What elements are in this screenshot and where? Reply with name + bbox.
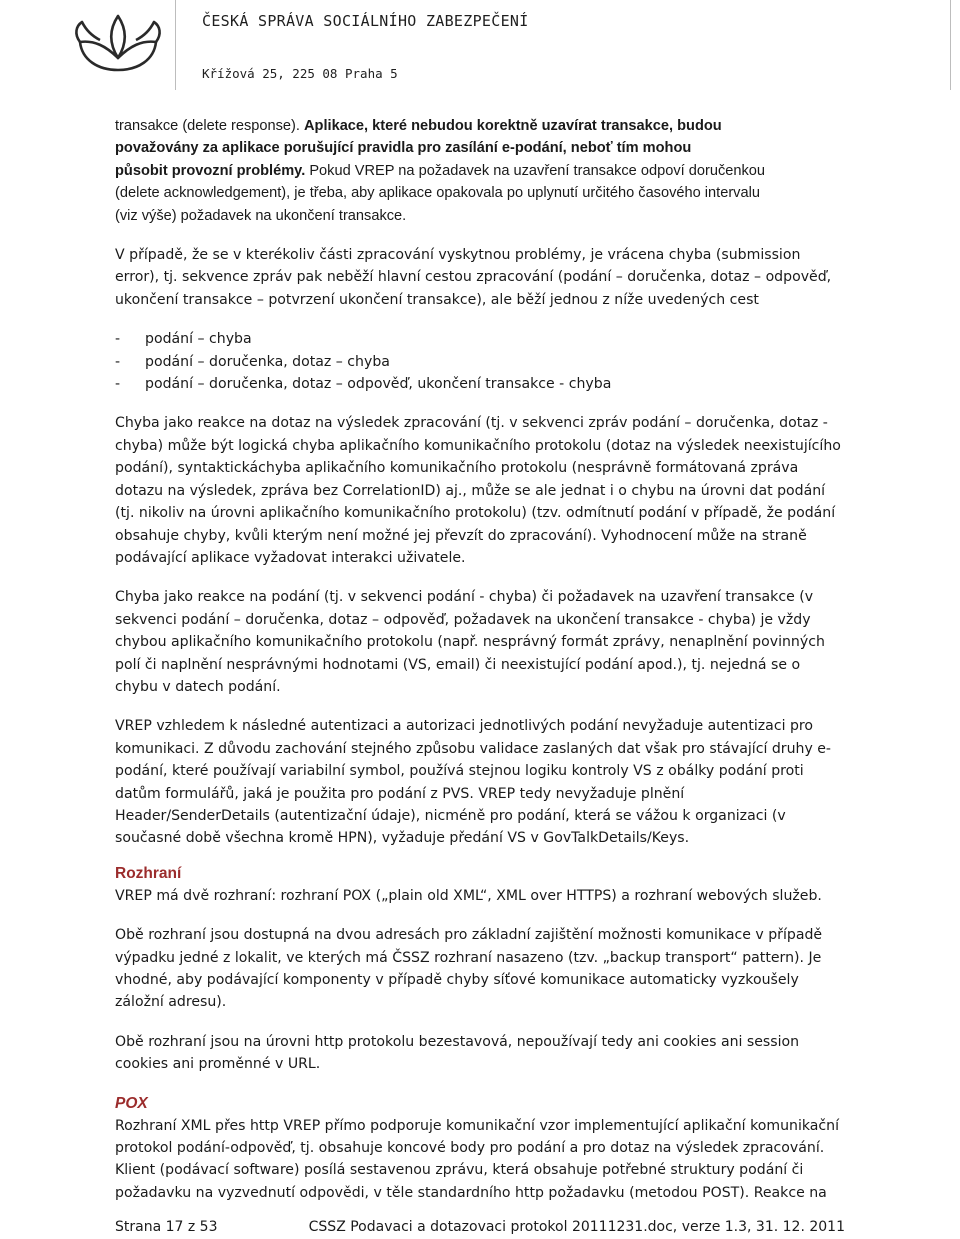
text-line: Chyba jako reakce na podání (tj. v sekvenci podání - chyba) či požadavek na uzavření transakce (v <box>115 589 814 606</box>
text-line: cookies ani proměnné v URL. <box>115 1056 321 1073</box>
p1-line-1-text: transakce (delete response). <box>115 118 305 134</box>
text-line: Obě rozhraní jsou dostupná na dvou adresách pro základní zajištění možnosti komunikace v případě <box>115 927 823 944</box>
text-line: současné době všechna kromě HPN), vyžaduje předání VS v GovTalkDetails/Keys. <box>115 830 690 847</box>
header-divider <box>175 0 176 90</box>
section-heading-rozhrani: Rozhraní <box>115 864 182 882</box>
text-line: (tj. nikoliv na úrovni aplikačního komunikačního protokolu) (tzv. odmítnutí podání v případě, že podání <box>115 505 836 522</box>
p1-bold-text-c: působit provozní problémy. <box>115 162 306 179</box>
document-info: CSSZ Podavaci a dotazovaci protokol 20111231.doc, verze 1.3, 31. 12. 2011 <box>308 1219 845 1235</box>
error-path-list <box>115 328 843 395</box>
text-line: error), tj. sekvence zpráv pak neběží hlavní cestou zpracování (podání – doručenka, dotaz – odpověď, <box>115 269 832 286</box>
text-line: protokol podání-odpověď, tj. obsahuje koncové body pro podání a pro dotaz na výsledek zpracování. <box>115 1140 825 1157</box>
text-line: sekvenci podání – doručenka, dotaz – odpověď, požadavek na ukončení transakce - chyba) je vždy <box>115 611 811 628</box>
text-line: obsahuje chyby, kvůli kterým není možné jej převzít do zpracování). Vyhodnocení může na straně <box>115 527 807 544</box>
paragraph-5 <box>115 715 843 849</box>
text-line: Header/SenderDetails (autentizační údaje), nicméně pro podání, která se vážou k organizaci (v <box>115 807 786 824</box>
organization-address: Křížová 25, 225 08 Praha 5 <box>202 66 398 81</box>
list-item <box>115 373 843 395</box>
list-dash: - <box>115 376 121 393</box>
list-dash: - <box>115 331 121 348</box>
text-line: záložní adresu). <box>115 994 227 1011</box>
section-heading-pox: POX <box>115 1094 148 1112</box>
text-line: chybou aplikačního komunikačního protokolu (např. nesprávný formát zprávy, nenaplnění povinných <box>115 634 825 651</box>
paragraph-2 <box>115 244 843 311</box>
p1-bold-text-a: Aplikace, které nebudou korektně uzavírat transakce, budou <box>304 118 722 134</box>
text-line: podávající aplikace vyžadovat interakci uživatele. <box>115 549 466 566</box>
p1-line-3-text: Pokud VREP na požadavek na uzavření transakce odpoví doručenkou <box>305 162 765 179</box>
text-line: chyba) může být logická chyba aplikačního komunikačního protokolu (dotaz na výsledek neexistujícího <box>115 437 841 454</box>
text-line: podání, které používají variabilní symbol, používá stejnou logiku kontroly VS z obálky podání proti <box>115 763 804 780</box>
text-line: datům formulářů, jaká je použita pro podání z PVS. VREP tedy nevyžaduje plnění <box>115 785 685 802</box>
paragraph-6 <box>115 885 843 907</box>
text-line: dotazu na výsledek, zpráva bez CorrelationID) aj., může se ale jednat i o chybu na úrovni dat podání <box>115 482 826 499</box>
header-edge-line <box>950 0 951 90</box>
paragraph-7 <box>115 924 843 1014</box>
list-item-text: podání – chyba <box>145 331 252 348</box>
text-line: Klient (podávací software) posílá sestavenou zprávu, která obsahuje potřebné struktury podání či <box>115 1162 804 1179</box>
list-dash: - <box>115 353 121 370</box>
cssz-logo-icon <box>70 8 166 84</box>
text-line: podání), syntaktickáchyba aplikačního komunikačního protokolu (nesprávně formátovaná zpráva <box>115 460 799 477</box>
text-line: chybu v datech podání. <box>115 678 281 695</box>
text-line: výpadku jedné z lokalit, ve kterých má ČSSZ rozhraní nasazeno (tzv. „backup transport“ pattern). Je <box>115 949 822 966</box>
text-line: Chyba jako reakce na dotaz na výsledek zpracování (tj. v sekvenci zpráv podání – doručenka, dotaz - <box>115 415 828 432</box>
text-line: požadavku na vyzvednutí odpovědi, v těle standardního http požadavku (metodou POST). Reakce na <box>115 1184 827 1201</box>
organization-name: ČESKÁ SPRÁVA SOCIÁLNÍHO ZABEZPEČENÍ <box>202 12 529 30</box>
list-item <box>115 328 843 350</box>
text-line: polí či naplnění nesprávnými hodnotami (VS, email) či neexistující podání apod.), tj. nejedná se o <box>115 656 801 673</box>
text-line: komunikaci. Z důvodu zachování stejného způsobu validace zaslaných dat však pro stávající druhy e- <box>115 740 832 757</box>
text-line: Rozhraní XML přes http VREP přímo podporuje komunikační vzor implementující aplikační komunikační <box>115 1117 840 1134</box>
p1-bold-text-b: považovány za aplikace porušující pravidla pro zasílání e-podání, neboť tím mohou <box>115 140 692 157</box>
paragraph-4 <box>115 586 843 698</box>
text-line: (viz výše) požadavek na ukončení transakce. <box>115 207 407 224</box>
text-line: VREP vzhledem k následné autentizaci a autorizaci jednotlivých podání nevyžaduje autentizaci pro <box>115 718 814 735</box>
text-line: VREP má dvě rozhraní: rozhraní POX („plain old XML“, XML over HTTPS) a rozhraní webových služeb. <box>115 887 822 904</box>
document-body <box>115 115 843 1204</box>
text-line: V případě, že se v kterékoliv části zpracování vyskytnou problémy, je vrácena chyba (submission <box>115 247 801 264</box>
list-item <box>115 351 843 373</box>
paragraph-8 <box>115 1031 843 1076</box>
text-line: ukončení transakce – potvrzení ukončení transakce), ale běží jednou z níže uvedených cest <box>115 291 759 308</box>
text-line: (delete acknowledgement), je třeba, aby aplikace opakovala po uplynutí určitého časového intervalu <box>115 185 760 202</box>
list-item-text: podání – doručenka, dotaz – chyba <box>145 353 390 370</box>
list-item-text: podání – doručenka, dotaz – odpověď, ukončení transakce - chyba <box>145 376 612 393</box>
text-line: Obě rozhraní jsou na úrovni http protokolu bezestavová, nepoužívají tedy ani cookies ani session <box>115 1033 800 1050</box>
page-number: Strana 17 z 53 <box>115 1219 218 1235</box>
text-line: vhodné, aby podávající komponenty v případě chyby síťové komunikace automaticky vyzkoušely <box>115 972 799 988</box>
paragraph-9 <box>115 1115 843 1205</box>
paragraph-3 <box>115 412 843 569</box>
paragraph-1 <box>115 115 843 227</box>
